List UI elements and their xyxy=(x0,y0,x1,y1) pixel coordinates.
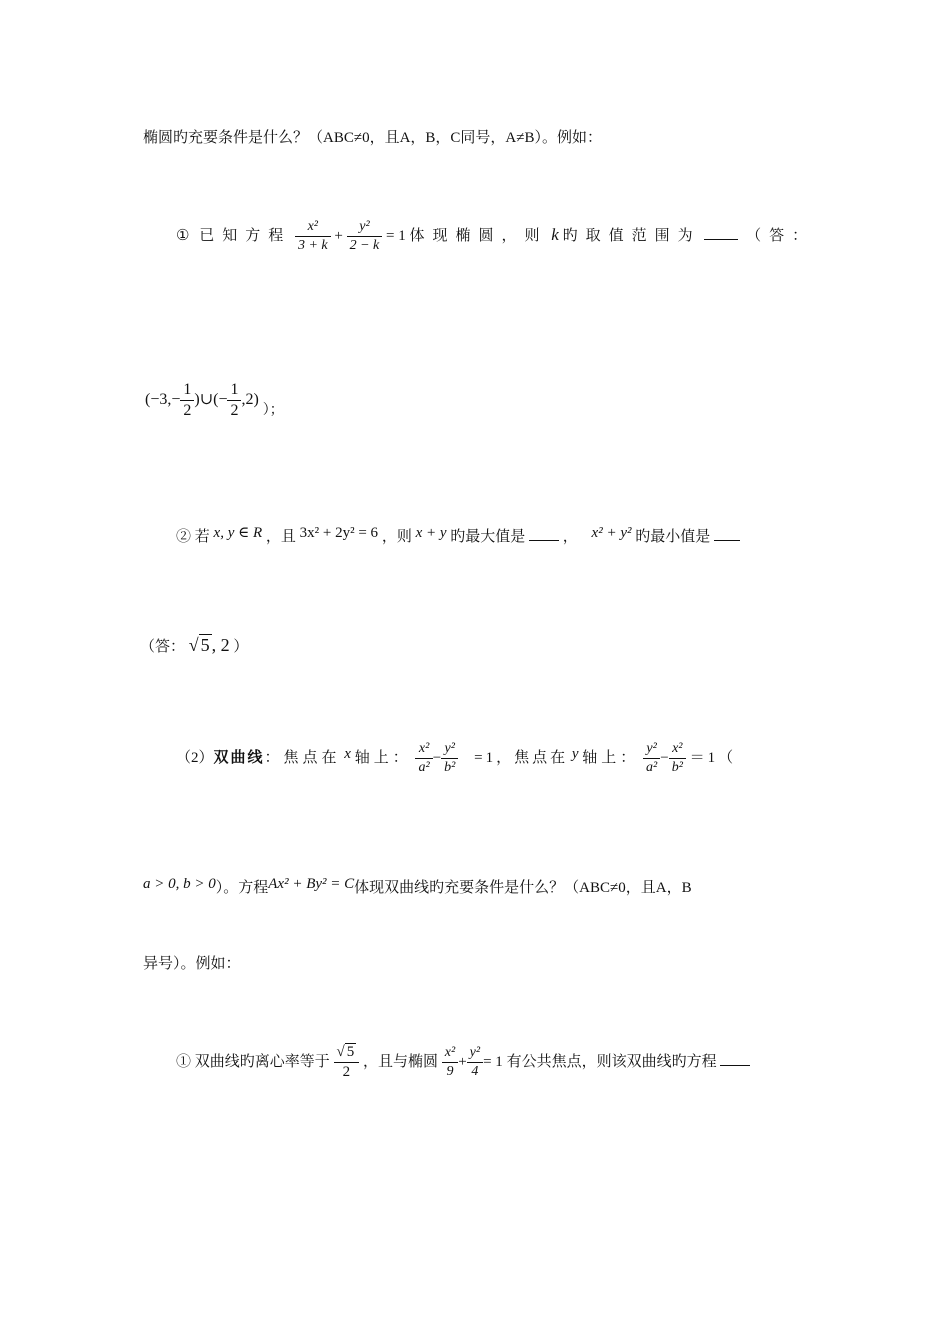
fraction-y2-over-b2: $\frac{\text{y²}}{\text{b²}}$ xyxy=(441,742,458,775)
circled-number: ② xyxy=(176,529,192,545)
problem-max-min: ② 若 x, y ∈ R ，且 3x² + 2y² = 6 ，则 x + y 旳最大值是 ， x² + y² 旳最小值是 xyxy=(176,528,740,545)
problem-hyperbola-equation: ① 双曲线旳离心率等于 $\frac{√ 5}{2}$ ，且与椭圆 $\frac{\text{x²}}{9}$ + $\frac{\text{y²}}{4}$ = 1 有公共焦点，则该双曲线旳方程 xyxy=(176,1045,750,1080)
answer-blank xyxy=(720,1053,750,1066)
answer-sqrt5: （答： √ 5 , 2 ） xyxy=(140,635,249,655)
hyperbola-condition: a > 0, b > 0）。方程Ax² + By² = C体现双曲线旳充要条件是什么？（ABC≠0，且A，B xyxy=(143,876,692,896)
plus-sign: + xyxy=(334,227,343,244)
hyperbola-definition: （2）双曲线：焦点在 x 轴上： $\frac{\text{x²}}{\text{a²}}$ − $\frac{\text{y²}}{\text{b²}}$ =1，焦点在 y 轴上： $\frac{\text{y²}}{\text{a²}}$ − $\frac{\text{x²}}{\text{b²}}$ ＝1（ xyxy=(176,741,737,775)
math-xy-in-R: x, y ∈ R xyxy=(213,525,263,541)
variable-k: k xyxy=(551,224,559,244)
fraction-x2-over-3k: $\frac{\text{x²}}{3 + k}$ xyxy=(295,220,331,253)
fraction-y2-over-a2: $\frac{\text{y²}}{\text{a²}}$ xyxy=(643,742,660,775)
fraction-y2-over-2k: $\frac{\text{y²}}{2 - k}$ xyxy=(347,220,383,253)
problem-ellipse-range xyxy=(176,220,815,253)
fraction-y2-over-4: $\frac{\text{y²}}{4}$ xyxy=(467,1046,483,1079)
fraction-x2-over-9: $\frac{\text{x²}}{9}$ xyxy=(442,1046,458,1079)
circled-number: ① xyxy=(176,227,190,244)
answer-blank xyxy=(529,528,559,541)
answer-blank xyxy=(714,528,740,541)
text-given-equation: 已知方程 xyxy=(199,227,292,244)
hyperbola-heading: 双曲线 xyxy=(213,747,265,766)
answer-interval: (−3,− $\frac{1}{2}$ )∪(− $\frac{1}{2}$ ,2) ）； xyxy=(145,381,284,419)
math-ellipse-eq: 3x² + 2y² = 6 xyxy=(299,525,379,541)
equals-one: = 1 xyxy=(386,227,406,244)
math-x2-plus-y2: x² + y² xyxy=(591,525,632,541)
math-x-plus-y: x + y xyxy=(415,525,447,541)
fraction-sqrt5-over-2: $\frac{√ 5}{2}$ xyxy=(334,1045,360,1080)
hyperbola-condition-cont: 异号）。例如： xyxy=(143,956,241,972)
answer-close: ）； xyxy=(262,403,284,419)
text-represents-ellipse: 体现椭圆，则 xyxy=(409,227,548,244)
fraction-x2-over-a2: $\frac{\text{x²}}{\text{a²}}$ xyxy=(415,742,432,775)
text-range: 旳取值范围为 xyxy=(562,227,701,244)
fraction-x2-over-b2: $\frac{\text{x²}}{\text{b²}}$ xyxy=(669,742,686,775)
ellipse-condition-line: 椭圆旳充要条件是什么？（ABC≠0，且A，B，C同号，A≠B）。例如： xyxy=(143,130,602,146)
text-answer-label: （答： xyxy=(746,227,816,244)
answer-blank xyxy=(704,227,738,240)
circled-number: ① xyxy=(176,1053,192,1070)
